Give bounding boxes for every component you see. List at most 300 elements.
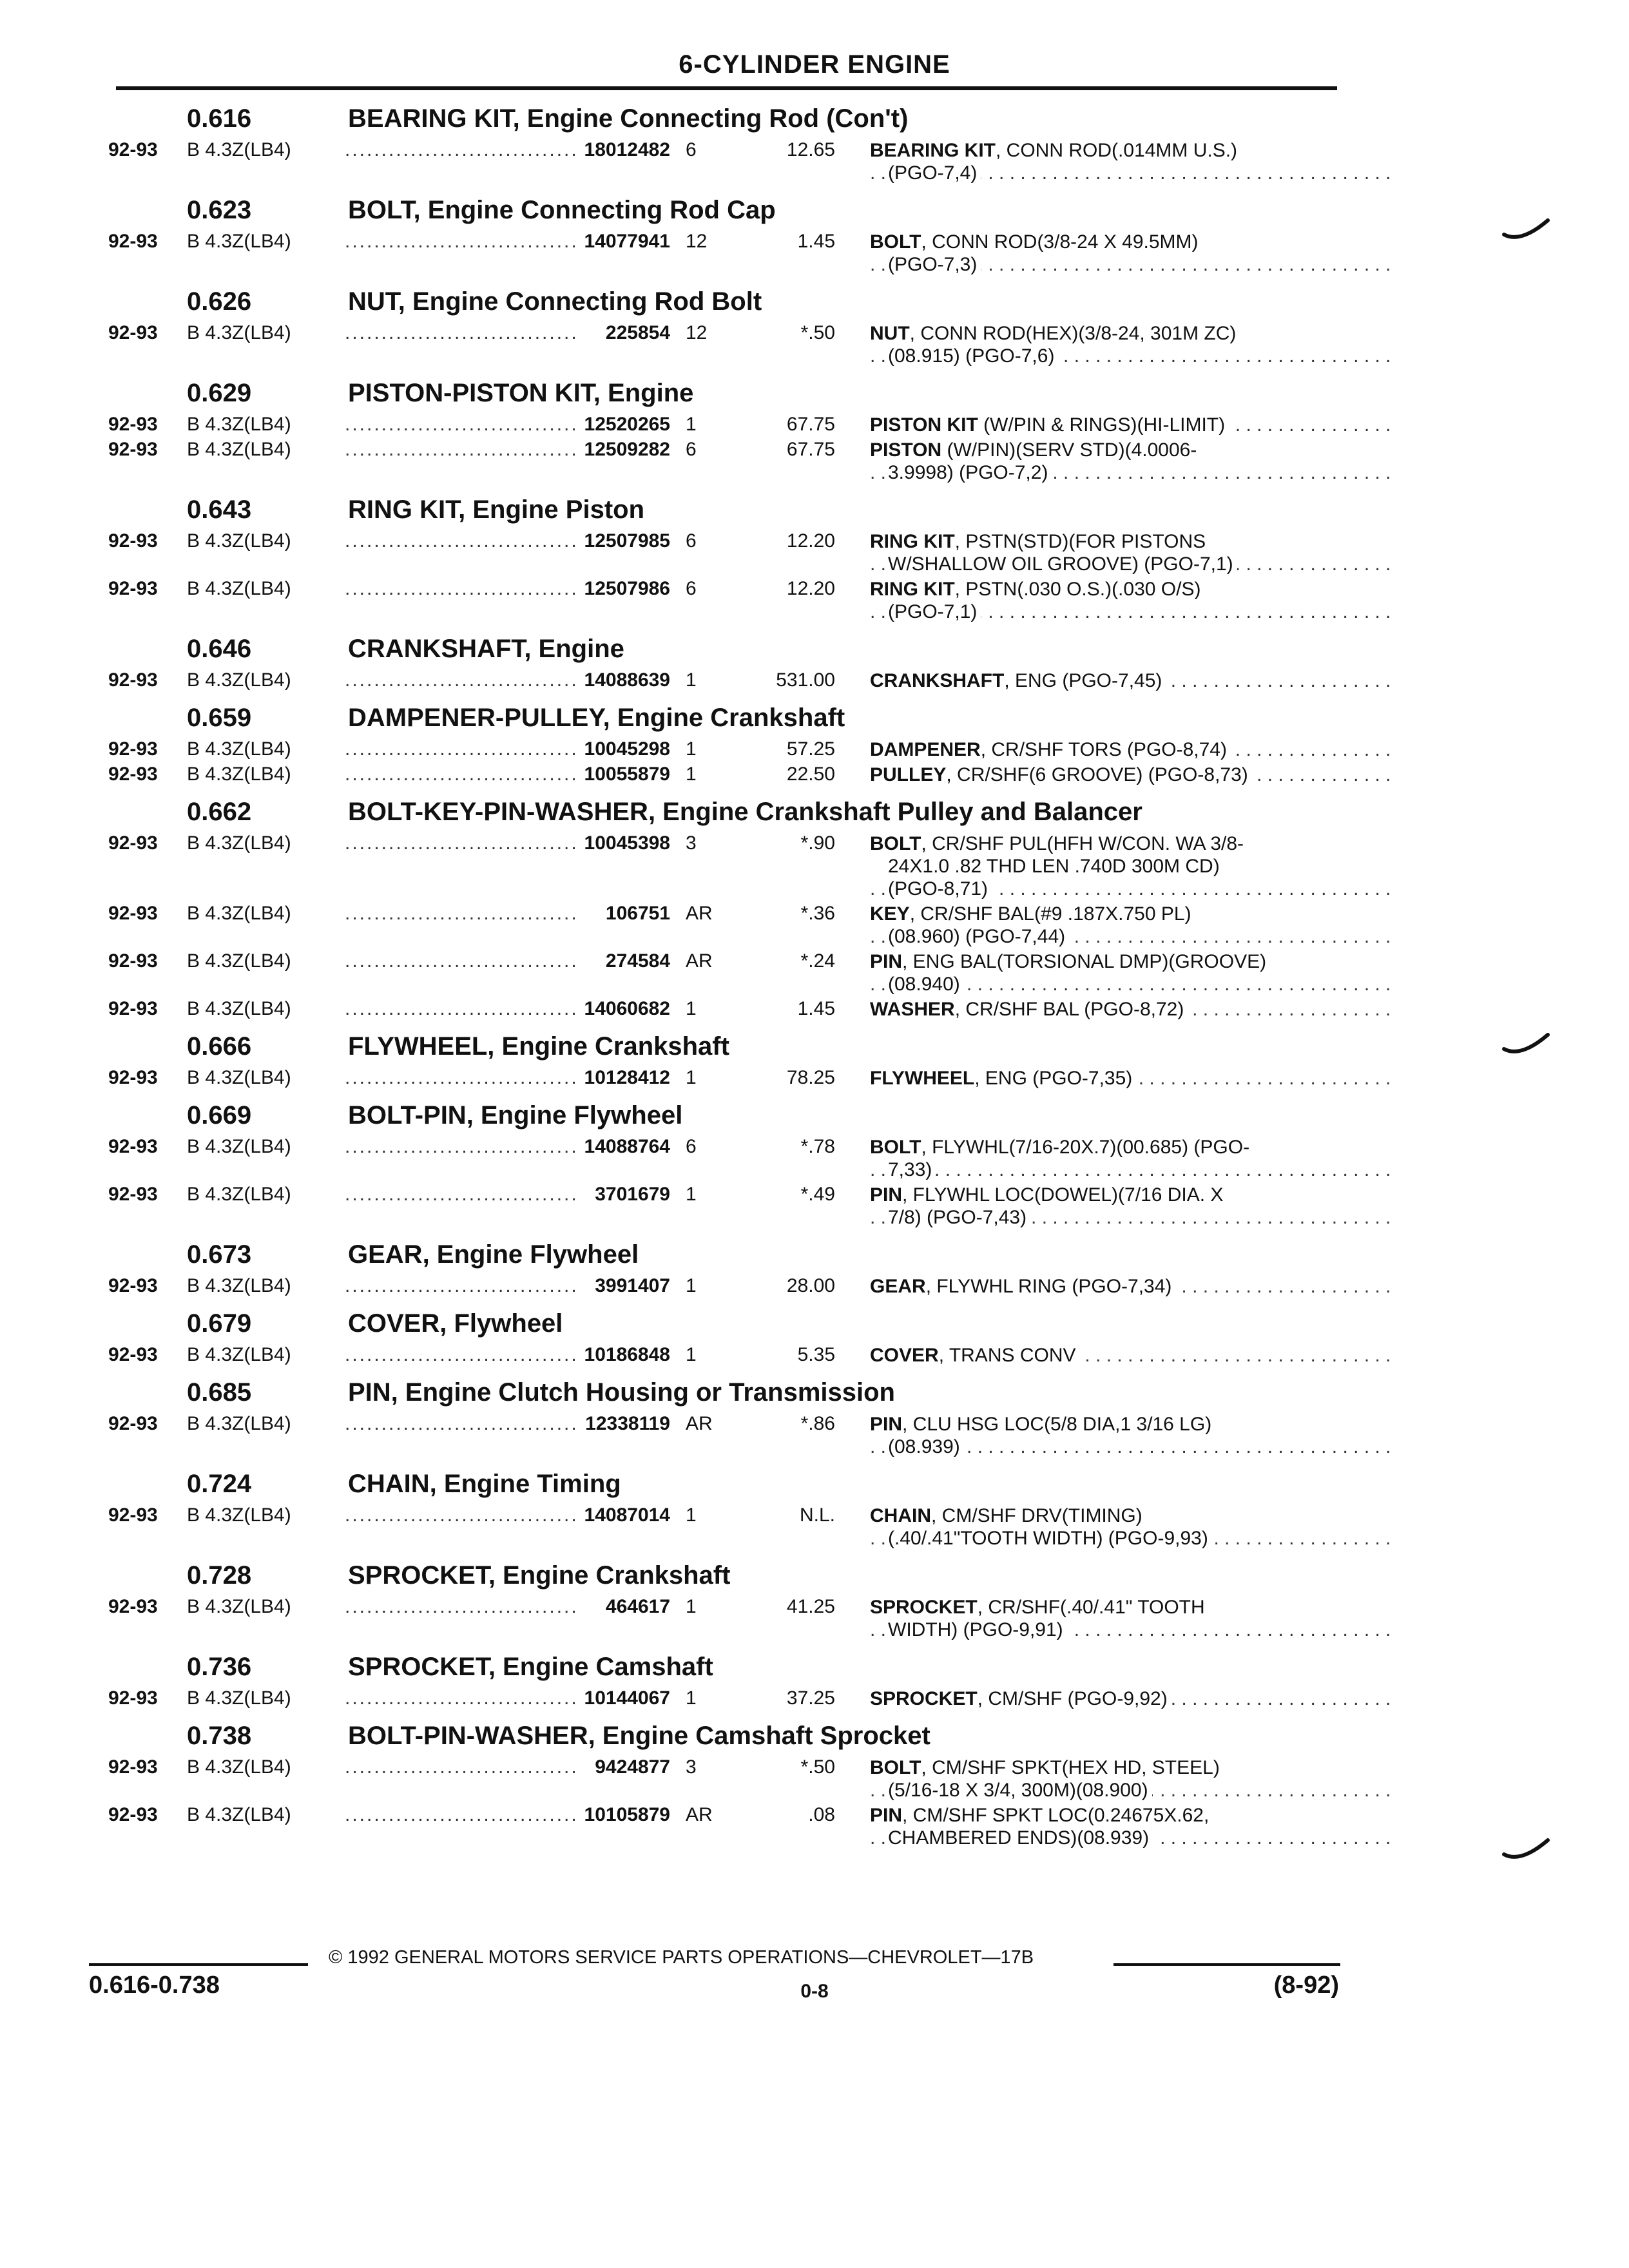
section-title: RING KIT, Engine Piston [348, 495, 645, 524]
description-line [870, 878, 1340, 900]
price: *.24 [800, 950, 835, 972]
description-line [870, 903, 1340, 925]
section-code: 0.629 [187, 379, 252, 407]
description-line [870, 253, 1340, 276]
description-text: (PGO-7,4) [888, 162, 978, 184]
quantity: 1 [686, 764, 697, 785]
description-text: , FLYWHL RING (PGO-7,34) [925, 1276, 1172, 1297]
quantity: 1 [686, 1275, 697, 1296]
description-line [870, 1756, 1340, 1779]
page-title: 6-CYLINDER ENGINE [679, 50, 950, 79]
leader-dots: ................................ [345, 530, 579, 552]
description-text: CHAMBERED ENDS)(08.939) [888, 1827, 1150, 1849]
leader-dots: ................................ [345, 1504, 579, 1526]
description-keyword: CRANKSHAFT [870, 670, 1005, 691]
section-code: 0.659 [187, 704, 252, 732]
part-number: 14060682 [584, 998, 670, 1019]
description-line [870, 439, 1340, 461]
description-line [870, 322, 1340, 345]
part-description [870, 1344, 1340, 1367]
description-line [870, 162, 1340, 184]
leader-dots: ................................ [345, 1275, 579, 1296]
price: 28.00 [786, 1275, 835, 1296]
part-number: 14087014 [584, 1504, 670, 1526]
description-text: (PGO-7,1) [888, 601, 978, 622]
description-line [870, 1067, 1340, 1090]
description-text: W/SHALLOW OIL GROOVE) (PGO-7,1) [888, 553, 1233, 575]
part-row [0, 903, 1629, 950]
part-description [870, 1067, 1340, 1090]
description-keyword: PISTON [870, 439, 942, 461]
part-description [870, 669, 1340, 692]
description-text: , CONN ROD(HEX)(3/8-24, 301M ZC) [909, 323, 1237, 344]
description-text: , TRANS CONV [938, 1345, 1076, 1366]
description-text: 7,33) [888, 1159, 932, 1180]
description-text: (5/16-18 X 3/4, 300M)(08.900) [888, 1780, 1148, 1801]
section-header [0, 1233, 1629, 1275]
description-line [870, 1827, 1340, 1849]
model-years: 92-93 [108, 1184, 158, 1205]
description-text: 3.9998) (PGO-7,2) [888, 462, 1048, 483]
application-code: B 4.3Z(LB4) [187, 1275, 291, 1296]
description-line [870, 1206, 1340, 1229]
part-number: 18012482 [584, 139, 670, 160]
quantity: 1 [686, 998, 697, 1019]
part-number: 14088639 [584, 669, 670, 691]
section-title: CRANKSHAFT, Engine [348, 635, 624, 663]
section-code: 0.685 [187, 1378, 252, 1407]
footer-copyright: © 1992 GENERAL MOTORS SERVICE PARTS OPERATIONS—CHEVROLET—17B [329, 1947, 1034, 1968]
section-header [0, 790, 1629, 832]
description-keyword: DAMPENER [870, 739, 981, 760]
model-years: 92-93 [108, 439, 158, 460]
leader-dots: ................................ [345, 1184, 579, 1205]
section-header [0, 97, 1629, 139]
description-line [870, 925, 1340, 948]
application-code: B 4.3Z(LB4) [187, 832, 291, 854]
part-description [870, 1687, 1340, 1710]
section-code: 0.626 [187, 287, 252, 316]
section-code: 0.738 [187, 1722, 252, 1750]
description-text: , CM/SHF SPKT(HEX HD, STEEL) [921, 1757, 1220, 1778]
description-text: , CLU HSG LOC(5/8 DIA,1 3/16 LG) [902, 1414, 1212, 1435]
leader-dots: ................................ [345, 998, 579, 1019]
model-years: 92-93 [108, 998, 158, 1019]
quantity: 6 [686, 578, 697, 599]
part-number: 14077941 [584, 231, 670, 252]
description-keyword: RING KIT [870, 531, 955, 552]
application-code: B 4.3Z(LB4) [187, 1067, 291, 1088]
price: 37.25 [786, 1687, 835, 1709]
price: 1.45 [797, 998, 835, 1019]
description-keyword: NUT [870, 323, 910, 344]
description-line [870, 1596, 1340, 1619]
section-header [0, 488, 1629, 530]
section-title: NUT, Engine Connecting Rod Bolt [348, 287, 762, 316]
description-text: , FLYWHL(7/16-20X.7)(00.685) (PGO- [921, 1137, 1250, 1158]
description-text: , CONN ROD(.014MM U.S.) [996, 140, 1238, 161]
price: 57.25 [786, 738, 835, 760]
parts-section [0, 1553, 1629, 1644]
section-header [0, 1093, 1629, 1136]
description-text: , CM/SHF SPKT LOC(0.24675X.62, [902, 1805, 1210, 1826]
section-code: 0.736 [187, 1653, 252, 1681]
part-number: 10105879 [584, 1804, 670, 1825]
description-keyword: BOLT [870, 231, 921, 253]
section-header [0, 1302, 1629, 1344]
price: 12.65 [786, 139, 835, 160]
application-code: B 4.3Z(LB4) [187, 1184, 291, 1205]
description-line [870, 950, 1340, 973]
section-header [0, 1370, 1629, 1413]
part-row [0, 1344, 1629, 1369]
parts-section [0, 1645, 1629, 1713]
quantity: 1 [686, 669, 697, 691]
price: *.36 [800, 903, 835, 924]
part-description [870, 738, 1340, 761]
description-line [870, 1504, 1340, 1527]
section-code: 0.666 [187, 1032, 252, 1061]
part-number: 3991407 [595, 1275, 670, 1296]
quantity: 3 [686, 1756, 697, 1778]
header-rule [116, 86, 1337, 90]
section-title: BOLT, Engine Connecting Rod Cap [348, 196, 776, 224]
description-text: , PSTN(STD)(FOR PISTONS [954, 531, 1206, 552]
description-line [870, 601, 1340, 623]
application-code: B 4.3Z(LB4) [187, 1504, 291, 1526]
part-row [0, 530, 1629, 578]
part-description [870, 1804, 1340, 1849]
part-description [870, 1756, 1340, 1802]
part-number: 10144067 [584, 1687, 670, 1709]
model-years: 92-93 [108, 530, 158, 552]
part-number: 12507986 [584, 578, 670, 599]
leader-dots: ................................ [345, 1344, 579, 1365]
part-row [0, 738, 1629, 764]
description-line [870, 973, 1340, 995]
quantity: 6 [686, 1136, 697, 1157]
description-line [870, 231, 1340, 253]
quantity: 6 [686, 439, 697, 460]
section-code: 0.662 [187, 798, 252, 826]
part-description [870, 414, 1340, 436]
check-mark-icon [1501, 1838, 1553, 1863]
part-row [0, 998, 1629, 1023]
description-line [870, 1527, 1340, 1550]
description-line [870, 1779, 1340, 1802]
application-code: B 4.3Z(LB4) [187, 439, 291, 460]
model-years: 92-93 [108, 1344, 158, 1365]
model-years: 92-93 [108, 414, 158, 435]
section-title: SPROCKET, Engine Camshaft [348, 1653, 713, 1681]
section-header [0, 280, 1629, 322]
leader-dots: ................................ [345, 1067, 579, 1088]
section-code: 0.623 [187, 196, 252, 224]
part-number: 274584 [605, 950, 670, 972]
description-text: (08.915) (PGO-7,6) [888, 345, 1055, 367]
section-header [0, 1024, 1629, 1067]
parts-section [0, 627, 1629, 695]
model-years: 92-93 [108, 578, 158, 599]
model-years: 92-93 [108, 139, 158, 160]
section-title: PISTON-PISTON KIT, Engine [348, 379, 694, 407]
model-years: 92-93 [108, 322, 158, 343]
application-code: B 4.3Z(LB4) [187, 231, 291, 252]
application-code: B 4.3Z(LB4) [187, 530, 291, 552]
description-keyword: SPROCKET [870, 1688, 978, 1709]
application-code: B 4.3Z(LB4) [187, 738, 291, 760]
part-row [0, 231, 1629, 278]
section-header [0, 371, 1629, 414]
description-line [870, 1344, 1340, 1367]
price: *.50 [800, 1756, 835, 1778]
part-description [870, 998, 1340, 1021]
quantity: 1 [686, 1687, 697, 1709]
section-title: COVER, Flywheel [348, 1309, 563, 1338]
application-code: B 4.3Z(LB4) [187, 322, 291, 343]
section-code: 0.616 [187, 104, 252, 133]
footer-date: (8-92) [1273, 1972, 1339, 1999]
parts-section [0, 1302, 1629, 1369]
description-text: , ENG BAL(TORSIONAL DMP)(GROOVE) [902, 951, 1267, 972]
model-years: 92-93 [108, 1756, 158, 1778]
section-code: 0.724 [187, 1470, 252, 1498]
model-years: 92-93 [108, 738, 158, 760]
price: 78.25 [786, 1067, 835, 1088]
description-text: (PGO-7,3) [888, 254, 978, 275]
part-description [870, 950, 1340, 995]
quantity: 12 [686, 322, 708, 343]
description-keyword: GEAR [870, 1276, 926, 1297]
quantity: 1 [686, 1344, 697, 1365]
quantity: AR [686, 1413, 713, 1434]
description-line [870, 1184, 1340, 1206]
section-header [0, 1714, 1629, 1756]
price: *.78 [800, 1136, 835, 1157]
quantity: AR [686, 950, 713, 972]
section-header [0, 1645, 1629, 1687]
parts-section [0, 371, 1629, 486]
description-keyword: PULLEY [870, 764, 947, 785]
quantity: 1 [686, 738, 697, 760]
description-keyword: BEARING KIT [870, 140, 996, 161]
description-keyword: FLYWHEEL [870, 1068, 975, 1089]
part-number: 12520265 [584, 414, 670, 435]
parts-section [0, 488, 1629, 626]
part-row [0, 950, 1629, 998]
leader-dots: ................................ [345, 1804, 579, 1825]
parts-section [0, 1462, 1629, 1552]
parts-section [0, 1233, 1629, 1300]
part-row [0, 322, 1629, 370]
section-code: 0.669 [187, 1101, 252, 1129]
description-keyword: PIN [870, 1805, 903, 1826]
price: *.90 [800, 832, 835, 854]
description-line [870, 855, 1340, 878]
part-description [870, 1504, 1340, 1550]
description-line [870, 1687, 1340, 1710]
quantity: AR [686, 903, 713, 924]
part-number: 12338119 [585, 1413, 670, 1434]
part-row [0, 1596, 1629, 1644]
part-number: 3701679 [595, 1184, 670, 1205]
description-line [870, 414, 1340, 436]
description-line [870, 1619, 1340, 1641]
description-line [870, 578, 1340, 601]
description-keyword: RING KIT [870, 579, 955, 600]
part-number: 10045398 [584, 832, 670, 854]
price: 67.75 [786, 414, 835, 435]
section-code: 0.679 [187, 1309, 252, 1338]
parts-section [0, 280, 1629, 370]
check-mark-icon [1501, 218, 1553, 244]
description-keyword: PIN [870, 1184, 903, 1206]
part-description [870, 439, 1340, 484]
section-code: 0.673 [187, 1240, 252, 1269]
quantity: AR [686, 1804, 713, 1825]
part-row [0, 1067, 1629, 1092]
part-description [870, 1275, 1340, 1298]
part-number: 225854 [605, 322, 670, 343]
price: 5.35 [797, 1344, 835, 1365]
description-line [870, 1158, 1340, 1181]
leader-dots: ................................ [345, 414, 579, 435]
footer-rule-right [1113, 1963, 1340, 1966]
part-number: 10045298 [584, 738, 670, 760]
model-years: 92-93 [108, 1413, 158, 1434]
application-code: B 4.3Z(LB4) [187, 903, 291, 924]
leader-dots: ................................ [345, 139, 579, 160]
quantity: 1 [686, 1596, 697, 1617]
section-code: 0.646 [187, 635, 252, 663]
section-header [0, 188, 1629, 231]
price: *.86 [800, 1413, 835, 1434]
description-text: (08.960) (PGO-7,44) [888, 926, 1066, 947]
price: 12.20 [786, 578, 835, 599]
model-years: 92-93 [108, 1804, 158, 1825]
description-text: , CR/SHF PUL(HFH W/CON. WA 3/8- [921, 833, 1244, 854]
part-number: 12509282 [584, 439, 670, 460]
description-keyword: PIN [870, 1414, 903, 1435]
application-code: B 4.3Z(LB4) [187, 764, 291, 785]
model-years: 92-93 [108, 764, 158, 785]
application-code: B 4.3Z(LB4) [187, 1804, 291, 1825]
price: 1.45 [797, 231, 835, 252]
price: 12.20 [786, 530, 835, 552]
part-description [870, 530, 1340, 575]
leader-dots: ................................ [345, 439, 579, 460]
application-code: B 4.3Z(LB4) [187, 139, 291, 160]
price: N.L. [799, 1504, 835, 1526]
parts-section [0, 790, 1629, 1023]
model-years: 92-93 [108, 1596, 158, 1617]
section-header [0, 627, 1629, 669]
description-text: , CONN ROD(3/8-24 X 49.5MM) [921, 231, 1199, 253]
part-number: 106751 [605, 903, 670, 924]
application-code: B 4.3Z(LB4) [187, 1687, 291, 1709]
section-title: BEARING KIT, Engine Connecting Rod (Con't) [348, 104, 909, 133]
price: *.50 [800, 322, 835, 343]
leader-dots: ................................ [345, 578, 579, 599]
description-text: (08.940) [888, 974, 960, 995]
price: 41.25 [786, 1596, 835, 1617]
description-text: , FLYWHL LOC(DOWEL)(7/16 DIA. X [902, 1184, 1224, 1206]
part-row [0, 1804, 1629, 1852]
description-text: , ENG (PGO-7,45) [1004, 670, 1162, 691]
part-number: 9424877 [595, 1756, 670, 1778]
parts-section [0, 1093, 1629, 1231]
parts-section [0, 696, 1629, 789]
model-years: 92-93 [108, 1067, 158, 1088]
application-code: B 4.3Z(LB4) [187, 414, 291, 435]
description-text: (PGO-8,71) [888, 878, 988, 899]
description-keyword: CHAIN [870, 1505, 931, 1526]
section-title: GEAR, Engine Flywheel [348, 1240, 639, 1269]
part-row [0, 1136, 1629, 1184]
description-text: , CR/SHF BAL(#9 .187X.750 PL) [909, 903, 1191, 925]
section-title: BOLT-KEY-PIN-WASHER, Engine Crankshaft Pulley and Balancer [348, 798, 1142, 826]
part-row [0, 578, 1629, 626]
section-title: BOLT-PIN, Engine Flywheel [348, 1101, 683, 1129]
description-keyword: BOLT [870, 1757, 921, 1778]
description-line [870, 1275, 1340, 1298]
application-code: B 4.3Z(LB4) [187, 998, 291, 1019]
leader-dots: ................................ [345, 903, 579, 924]
leader-dots: ................................ [345, 1756, 579, 1778]
part-description [870, 764, 1340, 786]
part-row [0, 439, 1629, 486]
description-text: (W/PIN & RINGS)(HI-LIMIT) [978, 414, 1226, 436]
application-code: B 4.3Z(LB4) [187, 578, 291, 599]
price: .08 [808, 1804, 835, 1825]
part-row [0, 1275, 1629, 1300]
part-description [870, 1136, 1340, 1181]
leader-dots: ................................ [345, 1136, 579, 1157]
description-line [870, 998, 1340, 1021]
parts-section [0, 188, 1629, 278]
price: 22.50 [786, 764, 835, 785]
model-years: 92-93 [108, 1136, 158, 1157]
description-text: , CR/SHF(6 GROOVE) (PGO-8,73) [946, 764, 1248, 785]
part-row [0, 139, 1629, 187]
description-text: , PSTN(.030 O.S.)(.030 O/S) [954, 579, 1201, 600]
description-text: 24X1.0 .82 THD LEN .740D 300M CD) [888, 856, 1220, 877]
section-header [0, 1553, 1629, 1596]
description-keyword: WASHER [870, 999, 955, 1020]
description-text: (08.939) [888, 1436, 960, 1457]
part-number: 464617 [605, 1596, 670, 1617]
quantity: 3 [686, 832, 697, 854]
application-code: B 4.3Z(LB4) [187, 1136, 291, 1157]
part-number: 10128412 [584, 1067, 670, 1088]
model-years: 92-93 [108, 669, 158, 691]
application-code: B 4.3Z(LB4) [187, 1596, 291, 1617]
model-years: 92-93 [108, 950, 158, 972]
section-header [0, 696, 1629, 738]
application-code: B 4.3Z(LB4) [187, 1344, 291, 1365]
quantity: 6 [686, 139, 697, 160]
description-text: 7/8) (PGO-7,43) [888, 1207, 1027, 1228]
description-line [870, 1413, 1340, 1436]
description-keyword: BOLT [870, 833, 921, 854]
parts-section [0, 97, 1629, 187]
model-years: 92-93 [108, 1687, 158, 1709]
leader-dots: ................................ [345, 669, 579, 691]
section-title: SPROCKET, Engine Crankshaft [348, 1561, 731, 1590]
parts-section [0, 1370, 1629, 1461]
leader-dots: ................................ [345, 1596, 579, 1617]
quantity: 1 [686, 1504, 697, 1526]
